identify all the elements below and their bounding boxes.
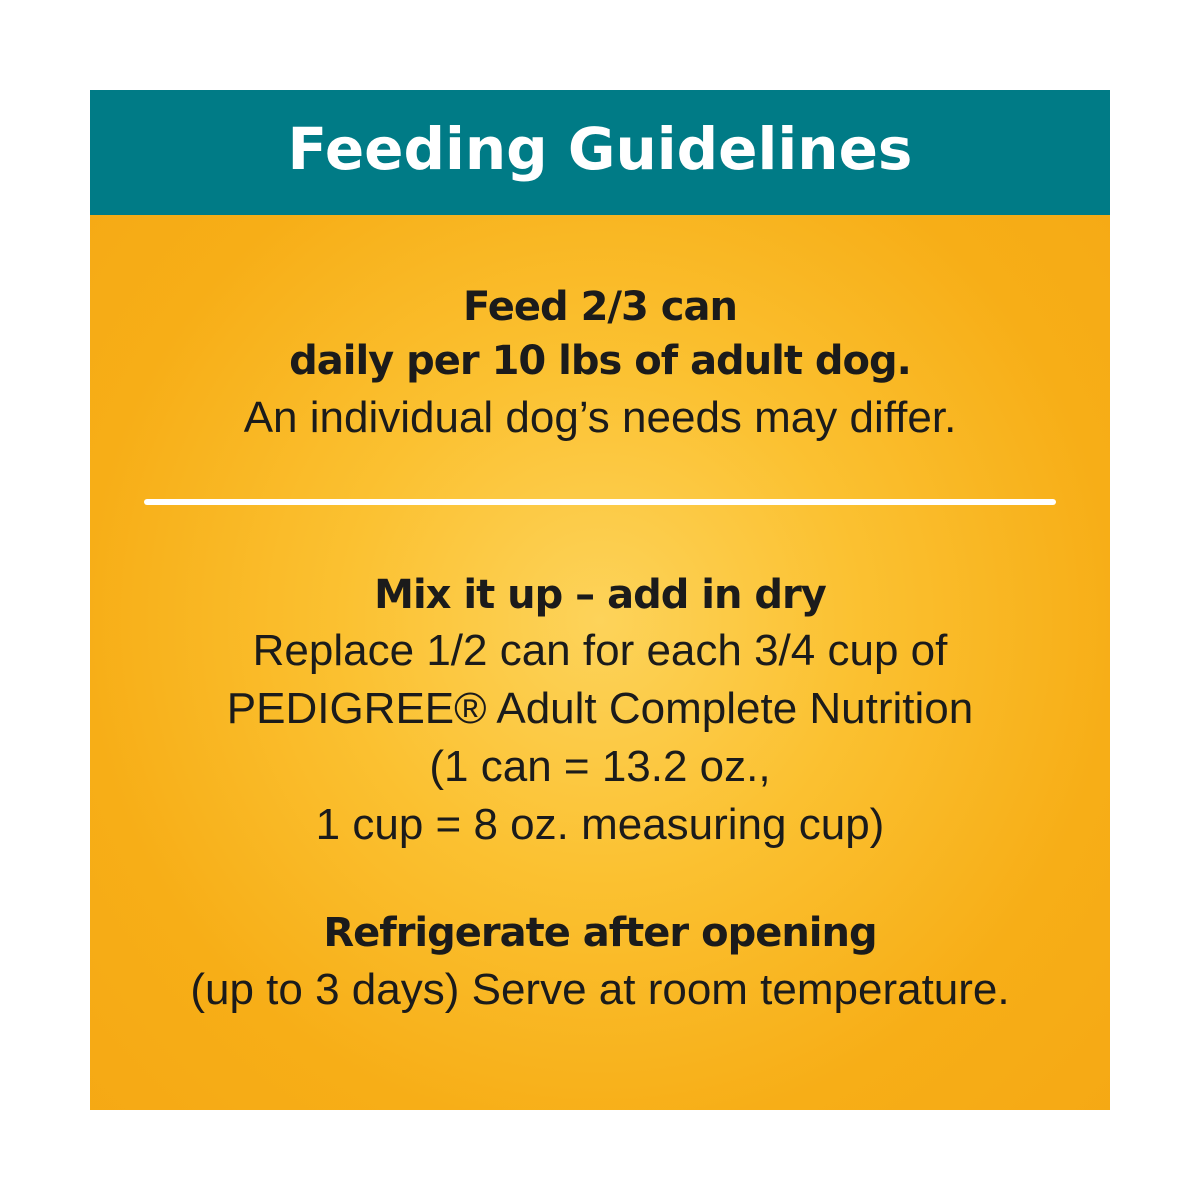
mix-section — [90, 568, 1110, 854]
mix-cup-measure-line: 1 cup = 8 oz. measuring cup) — [315, 800, 885, 849]
panel-header — [90, 90, 1110, 215]
feeding-guidelines-panel — [90, 90, 1110, 1110]
mix-product-line: PEDIGREE® Adult Complete Nutrition — [226, 684, 974, 733]
section-divider — [144, 499, 1056, 505]
feeding-weight-line: daily per 10 lbs of adult dog. — [289, 338, 911, 384]
mix-heading: Mix it up – add in dry — [374, 572, 826, 618]
storage-section — [90, 906, 1110, 1020]
feeding-amount-line: Feed 2/3 can — [463, 284, 737, 330]
individual-needs-note: An individual dog’s needs may differ. — [243, 393, 957, 442]
mix-can-measure-line: (1 can = 13.2 oz., — [429, 742, 771, 791]
storage-heading: Refrigerate after opening — [323, 910, 877, 956]
storage-note: (up to 3 days) Serve at room temperature. — [190, 965, 1010, 1014]
mix-instruction-line: Replace 1/2 can for each 3/4 cup of — [252, 626, 948, 675]
page-title: Feeding Guidelines — [287, 114, 913, 183]
feeding-amount-section — [90, 280, 1110, 448]
